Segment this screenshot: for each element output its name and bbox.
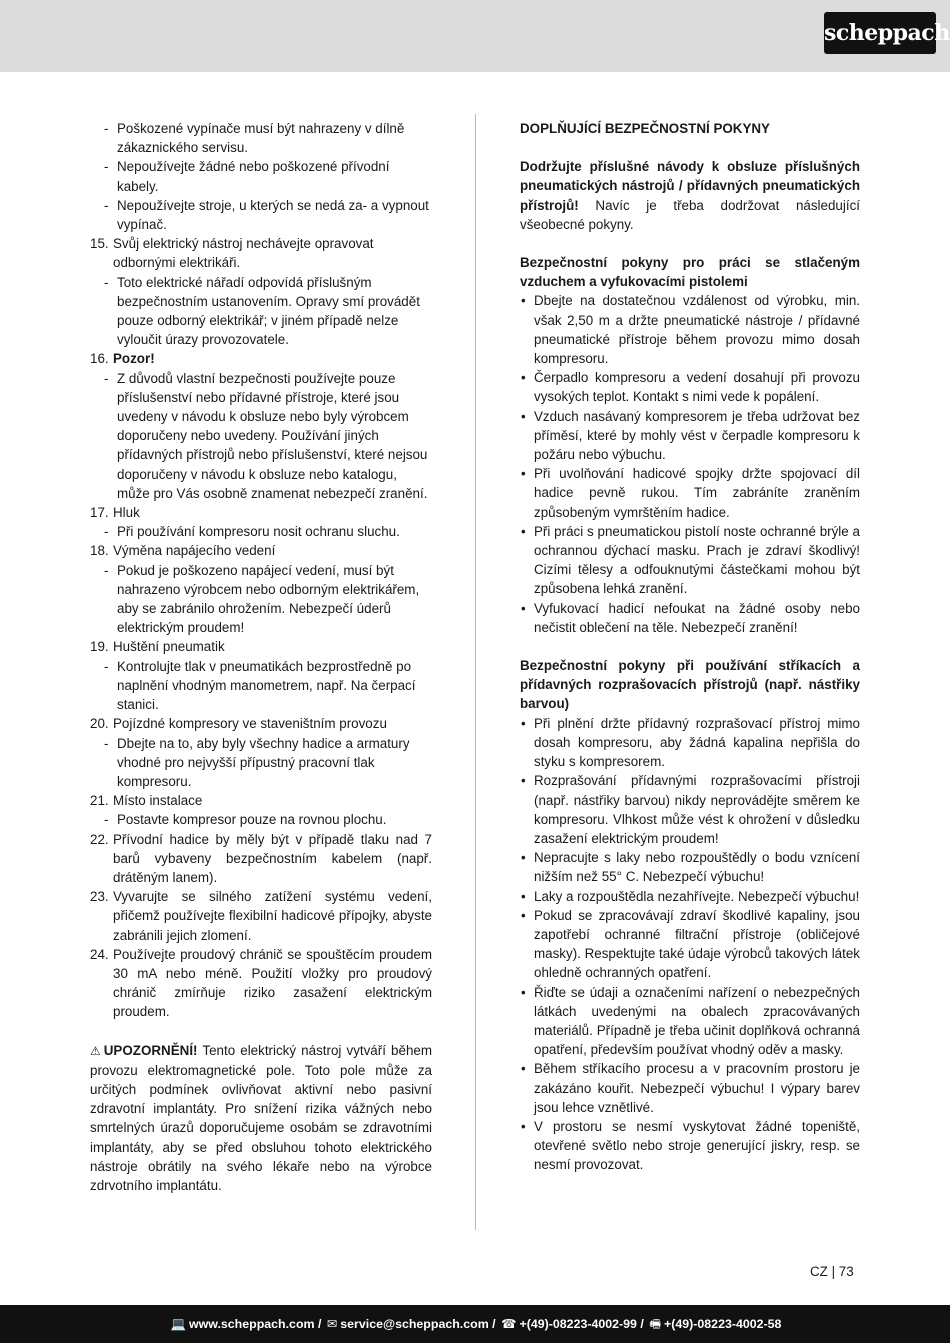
fax-icon: 🖷	[649, 1317, 661, 1331]
item-text: Používejte proudový chránič se spouštěcím proudem 30 mA nebo méně. Použití vložky pro proudový chránič zmírňuje riziko zasažení elektrickým proudem.	[113, 946, 432, 1020]
numbered-item	[90, 945, 432, 1022]
item-number: 16.	[90, 351, 109, 367]
list-item: - Při používání kompresoru nosit ochranu sluchu.	[90, 522, 432, 541]
footer-fax: +(49)-08223-4002-58	[664, 1317, 782, 1331]
bullet-item: • Během stříkacího procesu a v pracovním prostoru je zakázáno kouřit. Nebezpečí výbuchu! I výpary barev jsou lehce vznětlivé.	[520, 1059, 860, 1117]
bullet-item: • Dbejte na dostatečnou vzdálenost od výrobku, min. však 2,50 m a držte pneumatické nástroje / přídavné pneumatické přístroje během provozu mimo dosah kompresoru.	[520, 291, 860, 368]
bullet-item: • Při uvolňování hadicové spojky držte spojovací díl hadice pevně rukou. Tím zabráníte zraněním způsobeným vymrštěním hadice.	[520, 464, 860, 522]
numbered-item	[90, 887, 432, 945]
list-item: - Kontrolujte tlak v pneumatikách bezprostředně po naplnění vhodným manometrem, např. Na čerpací stanici.	[90, 657, 432, 715]
header-band	[0, 0, 950, 72]
item-text: Hluk	[113, 505, 140, 521]
list-item: - Nepoužívejte žádné nebo poškozené přívodní kabely.	[90, 157, 432, 195]
footer-email[interactable]: service@scheppach.com /	[340, 1317, 496, 1331]
numbered-item	[90, 503, 432, 522]
section-heading: Bezpečnostní pokyny pro práci se stlačeným vzduchem a vyfukovacími pistolemi	[520, 255, 860, 290]
item-text: Pojízdné kompresory ve staveništním provozu	[113, 716, 387, 732]
item-number: 18.	[90, 543, 109, 559]
item-number: 22.	[90, 831, 109, 847]
bullet-item: • Čerpadlo kompresoru a vedení dosahují při provozu vysokých teplot. Kontakt s nimi vede k popálení.	[520, 368, 860, 406]
bullet-item: • Při práci s pneumatickou pistolí noste ochranné brýle a ochrannou dýchací masku. Prach je zdraví škodlivý! Cizími tělesy a odfouknutými částečkami mohou být způsobena lehká zranění.	[520, 522, 860, 599]
item-text: Přívodní hadice by měly být v případě tlaku nad 7 barů vybaveny bezpečnostním kabelem (např. drátěným lanem).	[113, 831, 432, 885]
item-number: 21.	[90, 793, 109, 809]
list-item: - Dbejte na to, aby byly všechny hadice a armatury vhodné pro nejvyšší přípustný pracovní tlak kompresoru.	[90, 734, 432, 792]
item-text: Výměna napájecího vedení	[113, 543, 276, 559]
intro-text: Navíc je třeba dodržovat následující všeobecné pokyny.	[520, 197, 860, 232]
item-text: Místo instalace	[113, 793, 203, 809]
item-number: 19.	[90, 639, 109, 655]
warning-paragraph	[90, 1041, 432, 1196]
footer-website[interactable]: www.scheppach.com /	[188, 1317, 322, 1331]
list-item: - Pokud je poškozeno napájecí vedení, musí být nahrazeno výrobcem nebo odborným elektrikářem, aby se zabránilo ohrožením. Nebezpečí úderů elektrickým proudem!	[90, 561, 432, 638]
numbered-item	[90, 714, 432, 733]
mail-icon: ✉	[326, 1317, 338, 1331]
list-item: - Z důvodů vlastní bezpečnosti používejte pouze příslušenství nebo přídavné přístroje, které jsou uvedeny v návodu k obsluze nebo byly výrobcem doporučeny nebo uvedeny. Používání jiných přídavných přístrojů nebo příslušenství, které nejsou doporučeny v návodu k obsluze nebo katalogu, může pro Vás osobně znamenat nebezpečí zranění.	[90, 369, 432, 503]
page-number: CZ | 73	[810, 1264, 854, 1279]
computer-icon: 💻	[170, 1317, 186, 1331]
list-item: - Poškozené vypínače musí být nahrazeny v dílně zákaznického servisu.	[90, 119, 432, 157]
item-text: Vyvarujte se silného zatížení systému vedení, přičemž používejte flexibilní hadicové přípojky, abyste zabránili jejich zlomení.	[113, 889, 432, 943]
item-number: 23.	[90, 889, 109, 905]
numbered-item	[90, 541, 432, 560]
warning-text: Tento elektrický nástroj vytváří během provozu elektromagnetické pole. Toto pole může za určitých podmínek ovlivňovat aktivní nebo pasivní zdravotní implantáty. Pro snížení rizika vážných nebo smrtelných úrazů doporučujeme osobám se zdravotními implantáty, aby se před obsluhou tohoto elektrického nástroje obrátily na svého lékaře nebo na výrobce zdrvotního implantátu.	[90, 1042, 432, 1193]
left-column	[90, 119, 432, 1195]
footer-phone: +(49)-08223-4002-99 /	[519, 1317, 644, 1331]
item-text: Svůj elektrický nástroj nechávejte opravovat odbornými elektrikáři.	[113, 236, 374, 271]
bullet-item: • Nepracujte s laky nebo rozpouštědly o bodu vznícení nižším než 55° C. Nebezpečí výbuchu!	[520, 848, 860, 886]
bullet-item: • Při plnění držte přídavný rozprašovací přístroj mimo dosah kompresoru, aby žádná kapalina nepřišla do styku s kompresorem.	[520, 714, 860, 772]
item-text: Pozor!	[113, 351, 155, 367]
bullet-item: • Pokud se zpracovávají zdraví škodlivé kapaliny, jsou zapotřebí ochranné filtrační přístroje (obličejové masky). Respektujte také údaje výrobců takových látek ohledně ochranných opatření.	[520, 906, 860, 983]
item-text: Huštění pneumatik	[113, 639, 225, 655]
bullet-item: • V prostoru se nesmí vyskytovat žádné topeniště, otevřené světlo nebo stroje generující jiskry, resp. se nesmí provozovat.	[520, 1117, 860, 1175]
intro-paragraph	[520, 157, 860, 234]
scheppach-logo: scheppach	[824, 12, 936, 54]
section-heading: Bezpečnostní pokyny při používání stříkacích a přídavných rozprašovacích přístrojů (např. nástřiky barvou)	[520, 658, 860, 712]
bullet-item: • Rozprašování přídavnými rozprašovacími přístroji (např. nástřiky barvou) nikdy neprovádějte směrem ke kompresoru. Vlhkost může vést k ohrožení v důsledku zasažení elektrickým proudem!	[520, 771, 860, 848]
warning-icon: ⚠	[90, 1043, 101, 1058]
list-item: - Nepoužívejte stroje, u kterých se nedá za- a vypnout vypínač.	[90, 196, 432, 234]
numbered-item	[90, 791, 432, 810]
footer	[0, 1305, 950, 1343]
list-item: - Postavte kompresor pouze na rovnou plochu.	[90, 810, 432, 829]
item-number: 15.	[90, 236, 109, 252]
item-number: 17.	[90, 505, 109, 521]
numbered-item	[90, 637, 432, 656]
section-title: DOPLŇUJÍCÍ BEZPEČNOSTNÍ POKYNY	[520, 121, 770, 136]
phone-icon: ☎	[501, 1317, 517, 1331]
item-number: 24.	[90, 946, 109, 962]
bullet-item: • Vzduch nasávaný kompresorem je třeba udržovat bez příměsí, které by mohly vést v čerpadle kompresoru k požáru nebo výbuchu.	[520, 407, 860, 465]
column-divider	[475, 114, 476, 1230]
warning-label: UPOZORNĚNÍ!	[103, 1042, 198, 1058]
numbered-item	[90, 234, 432, 272]
right-column	[520, 119, 860, 1175]
intro-bold: Dodržujte příslušné návody k obsluze příslušných pneumatických nástrojů / přídavných pneumatických přístrojů!	[520, 159, 860, 213]
bullet-item: • Vyfukovací hadicí nefoukat na žádné osoby nebo nečistit oblečení na těle. Nebezpečí zranění!	[520, 599, 860, 637]
bullet-item: • Laky a rozpouštědla nezahřívejte. Nebezpečí výbuchu!	[520, 887, 860, 906]
numbered-item	[90, 349, 432, 368]
bullet-item: • Řiďte se údaji a označeními nařízení o nebezpečných látkách uvedenými na obalech zpracovávaných materiálů. Případně je třeba učinit doplňková ochranná opatření, především používat vhodný oděv a masky.	[520, 983, 860, 1060]
list-item: - Toto elektrické nářadí odpovídá příslušným bezpečnostním ustanovením. Opravy smí provádět pouze odborný elektrikář; v jiném případě nelze vyloučit úrazy provozovatele.	[90, 273, 432, 350]
numbered-item	[90, 830, 432, 888]
item-number: 20.	[90, 716, 109, 732]
